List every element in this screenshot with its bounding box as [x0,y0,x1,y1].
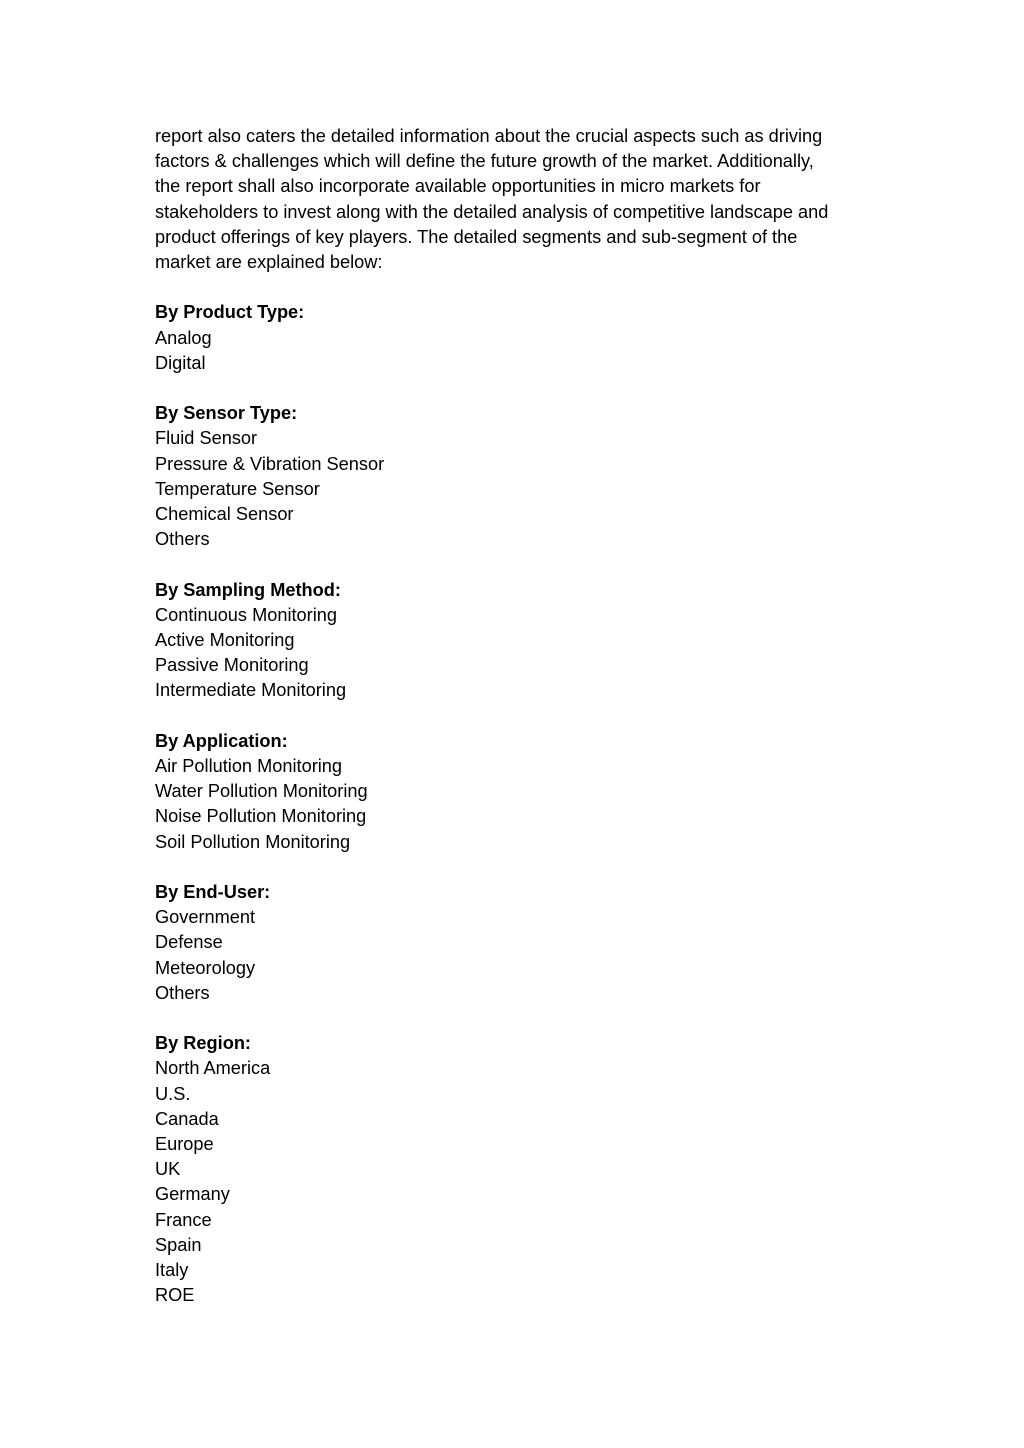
intro-line: stakeholders to invest along with the detailed analysis of competitive landscape and [155,201,829,222]
segment-list-item: Water Pollution Monitoring [155,781,368,802]
segment-list-item: North America [155,1058,271,1079]
segment-list [155,426,875,552]
segment-list-item: Government [155,907,256,928]
intro-line: factors & challenges which will define the future growth of the market. Additionally, [155,151,814,172]
segment-list-item: Noise Pollution Monitoring [155,806,367,827]
intro-line: report also caters the detailed information about the crucial aspects such as driving [155,126,823,146]
segment-list [155,905,875,1006]
segment-list-item: U.S. [155,1083,191,1104]
segment-heading: By Product Type: [155,302,305,323]
segment-list-item: Others [155,529,210,550]
segment-list-item: Analog [155,327,212,348]
intro-line: market are explained below: [155,252,383,273]
segment-section [155,300,875,376]
segment-list-item: Canada [155,1108,219,1129]
segment-list [155,754,875,855]
segment-section [155,880,875,1006]
segment-heading: By Region: [155,1033,251,1054]
segment-section [155,729,875,855]
segment-heading: By End-User: [155,882,271,903]
segment-list-item: Germany [155,1184,230,1205]
segment-heading: By Sensor Type: [155,403,298,424]
segment-heading: By Sampling Method: [155,579,341,600]
segment-list-item: Others [155,982,210,1003]
segment-list-item: Meteorology [155,957,256,978]
segment-heading: By Application: [155,730,288,751]
segment-sections [155,300,875,1308]
segment-list-item: ROE [155,1285,195,1306]
segment-list-item: Continuous Monitoring [155,604,337,625]
segment-list-item: Italy [155,1260,189,1281]
segment-list [155,1056,875,1308]
segment-list-item: UK [155,1159,181,1180]
segment-list-item: Defense [155,932,223,953]
segment-list-item: Digital [155,352,206,373]
segment-list-item: Air Pollution Monitoring [155,756,343,777]
segment-section [155,401,875,552]
segment-list-item: Intermediate Monitoring [155,680,347,701]
intro-line: product offerings of key players. The detailed segments and sub-segment of the [155,226,798,247]
segment-section [155,578,875,704]
segment-list-item: France [155,1209,212,1230]
segment-list-item: Chemical Sensor [155,504,294,525]
segment-list-item: Europe [155,1134,214,1155]
segment-list [155,603,875,704]
intro-line: the report shall also incorporate available opportunities in micro markets for [155,176,761,197]
intro-paragraph [155,124,875,275]
segment-list-item: Temperature Sensor [155,478,320,499]
document-page [155,124,875,1308]
segment-list-item: Active Monitoring [155,630,295,651]
segment-list-item: Passive Monitoring [155,655,309,676]
segment-list-item: Spain [155,1234,202,1255]
segment-section [155,1031,875,1308]
segment-list [155,326,875,376]
segment-list-item: Pressure & Vibration Sensor [155,453,385,474]
segment-list-item: Soil Pollution Monitoring [155,831,351,852]
segment-list-item: Fluid Sensor [155,428,258,449]
